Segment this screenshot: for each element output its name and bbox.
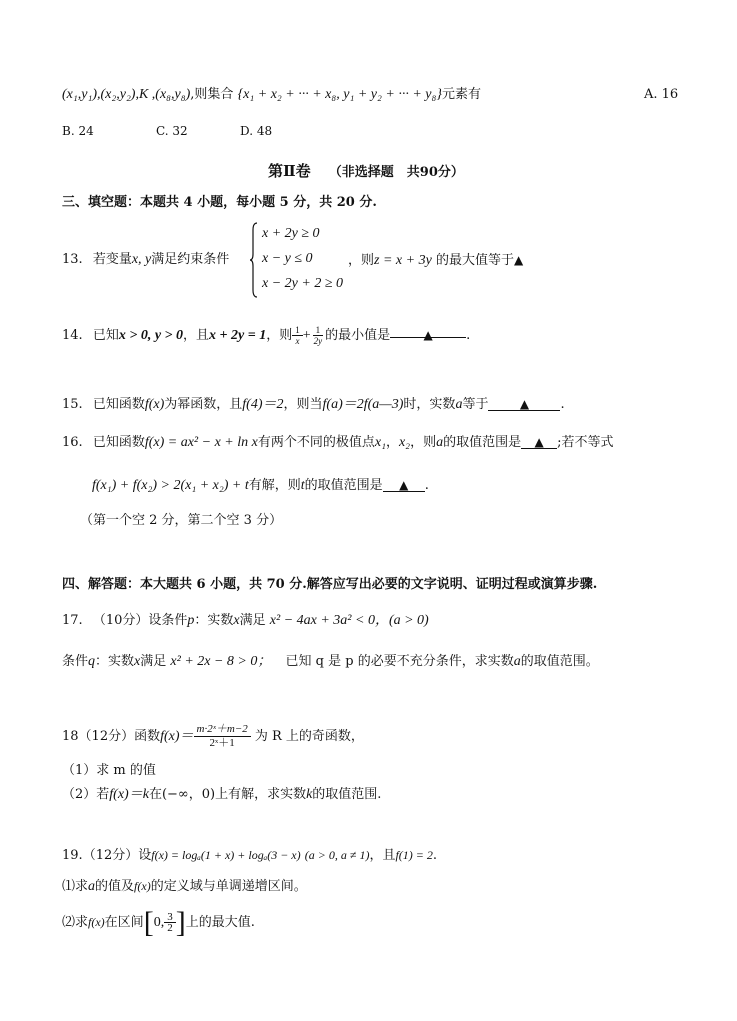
q16-function: f(x) = ax² − x + ln x	[144, 435, 258, 450]
q15-text5: 等于	[462, 397, 489, 412]
q12-option-a: A. 16	[644, 87, 679, 102]
q15-text1: 已知函数	[92, 397, 145, 412]
q15-text2: 为幂函数，且	[164, 397, 243, 412]
q19-text2: ，且	[369, 848, 396, 863]
q14-equation: x + 2y = 1	[209, 328, 267, 343]
q12-text1: ,则集合	[190, 87, 234, 102]
q17-inequality-1: x² − 4ax + 3a² < 0，(a > 0)	[269, 613, 429, 628]
q14-fraction-2	[311, 325, 326, 346]
q18-text1: 函数	[134, 729, 161, 744]
q15-text3: ，则当	[283, 397, 323, 412]
q19-int-num: 3	[164, 912, 176, 923]
q16-text6: 有解，则	[248, 478, 301, 493]
q17-score: （10分）	[92, 613, 149, 628]
q16-line-1	[62, 433, 613, 452]
q18-sub2-mid: 在(−∞，0)上有解，求实数	[148, 787, 307, 802]
q16-t: t	[300, 478, 305, 493]
q19-interval-start: 0,	[153, 915, 165, 930]
q17-number: 17.	[62, 613, 83, 628]
q19-int-den: 2	[167, 922, 173, 934]
q16-a: a	[436, 435, 444, 450]
q19-sub2-mid: 在区间	[104, 915, 144, 930]
q18-frac-den: 2ˣ＋1	[209, 737, 235, 749]
q19-sub1-mid: 的值及	[95, 879, 135, 894]
q12-option-c: C. 32	[156, 124, 188, 138]
q17-line2-text5: 的取值范围。	[520, 654, 599, 669]
q16-answer-mark-2: ▲	[399, 478, 409, 492]
q15-line	[62, 395, 565, 414]
q19-condition: (a > 0, a ≠ 1)	[304, 848, 370, 862]
q19-sub1-post: 的定义域与单调递增区间。	[150, 879, 307, 894]
q19-interval-fraction	[164, 912, 176, 933]
q15-number: 15.	[62, 397, 83, 412]
q18-sub2-eq: f(x)＝k	[109, 787, 149, 802]
q19-sub1-pre: ⑴求	[62, 879, 89, 894]
q13-text2: 满足约束条件	[151, 252, 230, 267]
q14-f2-num: 1	[313, 325, 324, 336]
q13-objective: z = x + 3y	[374, 253, 432, 268]
q18-sub1: （1）求 m 的值	[62, 763, 156, 778]
q14-end: .	[466, 328, 471, 343]
q16-line-2	[92, 476, 429, 495]
q14-text4: 的最小值是	[325, 328, 391, 343]
q13-constraint-2: x − y ≤ 0	[262, 251, 313, 266]
q13-answer-mark: ▲	[513, 253, 524, 267]
q18-number: 18（12分）	[62, 729, 135, 744]
q14-text1: 已知	[92, 328, 119, 343]
q16-text1: 已知函数	[92, 435, 145, 450]
q14-line	[62, 322, 470, 349]
q13-brace	[250, 222, 258, 298]
q14-f1-den: x	[295, 336, 300, 346]
q16-text4: 的取值范围是	[443, 435, 522, 450]
q15-fx: f(x)	[144, 397, 165, 412]
q14-text2: ，且	[183, 328, 210, 343]
q17-line-1	[62, 612, 429, 630]
q13-line	[62, 251, 229, 269]
q19-sub2-fx: f(x)	[88, 915, 105, 929]
q18-sub2-pre: （2）若	[62, 787, 110, 802]
q17-line2-text3: 满足	[140, 654, 167, 669]
q17-text3: 满足	[239, 613, 266, 628]
q12-pairs: (x₁,y₁),(x₂,y₂),K ,(x₈,y₈)	[62, 87, 191, 102]
q17-text1: 设条件	[148, 613, 188, 628]
q17-line2-x: x	[134, 654, 141, 669]
q18-sub2-k: k	[306, 787, 313, 802]
q19-sub2-pre: ⑵求	[62, 915, 89, 930]
q17-line2-text1: 条件	[62, 654, 89, 669]
q19-sub1	[62, 877, 307, 896]
q17-inequality-2: x² + 2x − 8 > 0；	[170, 654, 272, 669]
q19-equation: f(1) = 2	[395, 848, 433, 862]
q19-end: .	[432, 848, 438, 863]
q14-text3: ，则	[266, 328, 293, 343]
q19-text1: 设	[138, 848, 152, 863]
q18-line-1	[62, 722, 364, 752]
q17-q: q	[88, 654, 96, 669]
q15-eq1: f(4)＝2	[242, 397, 284, 412]
q14-f2-den: 2y	[313, 336, 323, 346]
q16-inequality: f(x₁) + f(x₂) > 2(x₁ + x₂) + t	[92, 478, 249, 493]
q15-end: .	[560, 397, 565, 412]
q14-fraction-1	[292, 325, 303, 346]
q18-sub2-post: 的取值范围.	[312, 787, 382, 802]
q13-number: 13.	[62, 252, 83, 267]
q17-x: x	[233, 613, 240, 628]
q17-p: p	[187, 613, 195, 628]
q12-continuation	[62, 86, 481, 104]
q19-line-1	[62, 846, 437, 865]
q19-sub1-a: a	[88, 879, 96, 894]
q13-text4: 的最大值等于	[435, 253, 514, 268]
q16-comma: ，	[385, 435, 399, 450]
q14-answer-blank	[390, 322, 466, 342]
part2-heading	[268, 162, 464, 182]
q19-score: （12分）	[82, 848, 139, 863]
q15-answer-mark: ▲	[519, 397, 530, 411]
q14-f1-num: 1	[292, 325, 303, 336]
q13-vars: x, y	[131, 252, 152, 267]
q16-end: .	[424, 478, 429, 493]
q16-text2: 有两个不同的极值点	[257, 435, 375, 450]
q16-x2: x₂	[398, 435, 411, 450]
q17-line2-text4: 已知 q 是 p 的必要不充分条件，求实数	[285, 654, 514, 669]
q19-sub2	[62, 905, 255, 940]
q12-text2: 元素有	[441, 87, 481, 102]
section4-heading: 四、解答题：本大题共 6 小题，共 70 分.解答应写出必要的文字说明、证明过程或演算步骤.	[62, 577, 598, 592]
q16-answer-blank-2	[383, 476, 425, 492]
q19-sub2-post: 上的最大值.	[185, 915, 255, 930]
q13-text1: 若变量	[92, 252, 132, 267]
q19-function: f(x) = logₐ(1 + x) + logₐ(3 − x)	[151, 848, 301, 862]
q17-text2: ：实数	[194, 613, 234, 628]
q12-option-b: B. 24	[62, 124, 94, 138]
q17-line-2	[62, 653, 599, 671]
q16-x1: x₁	[374, 435, 386, 450]
q16-number: 16.	[62, 435, 83, 450]
q18-fraction	[194, 723, 251, 750]
q18-frac-num: m·2ˣ＋m−2	[194, 723, 251, 737]
q16-note: （第一个空 2 分，第二个空 3 分）	[80, 513, 283, 528]
q14-condition: x > 0, y > 0	[118, 328, 184, 343]
q14-plus: +	[302, 328, 311, 343]
q17-line2-a: a	[513, 654, 521, 669]
q16-text3: ，则	[410, 435, 437, 450]
q19-interval-right: ]	[175, 905, 186, 939]
q13-text3: ，则	[348, 253, 375, 268]
q14-number: 14.	[62, 328, 83, 343]
q18-fx: f(x)＝	[160, 729, 194, 744]
q16-answer-blank-1	[521, 433, 557, 449]
q15-a: a	[455, 397, 463, 412]
q15-eq2: f(a)＝2f(a—3)	[322, 397, 404, 412]
q12-set: {x₁ + x₂ + ··· + x₈, y₁ + y₂ + ··· + y₈}	[237, 87, 442, 102]
q18-sub2	[62, 786, 381, 804]
q13-tail	[348, 251, 523, 270]
section3-heading: 三、填空题：本题共 4 小题，每小题 5 分，共 20 分.	[62, 195, 377, 210]
q16-text5: ;若不等式	[557, 435, 614, 450]
q14-answer-mark: ▲	[423, 328, 433, 342]
q19-interval-left: [	[143, 905, 154, 939]
q13-constraint-1: x + 2y ≥ 0	[262, 226, 320, 241]
q17-line2-text2: ：实数	[95, 654, 135, 669]
q16-answer-mark-1: ▲	[534, 435, 544, 449]
q15-answer-blank	[488, 395, 560, 411]
q18-text2: 为 R 上的奇函数，	[254, 729, 364, 744]
q13-constraint-3: x − 2y + 2 ≥ 0	[262, 276, 344, 291]
part2-subtitle: （非选择题 共90分）	[328, 165, 464, 180]
q16-text7: 的取值范围是	[304, 478, 383, 493]
part2-title: 第Ⅱ卷	[268, 162, 311, 180]
q19-number: 19.	[62, 848, 83, 863]
q19-sub1-fx: f(x)	[134, 879, 151, 893]
q15-text4: 时，实数	[403, 397, 456, 412]
q12-option-d: D. 48	[240, 124, 273, 138]
